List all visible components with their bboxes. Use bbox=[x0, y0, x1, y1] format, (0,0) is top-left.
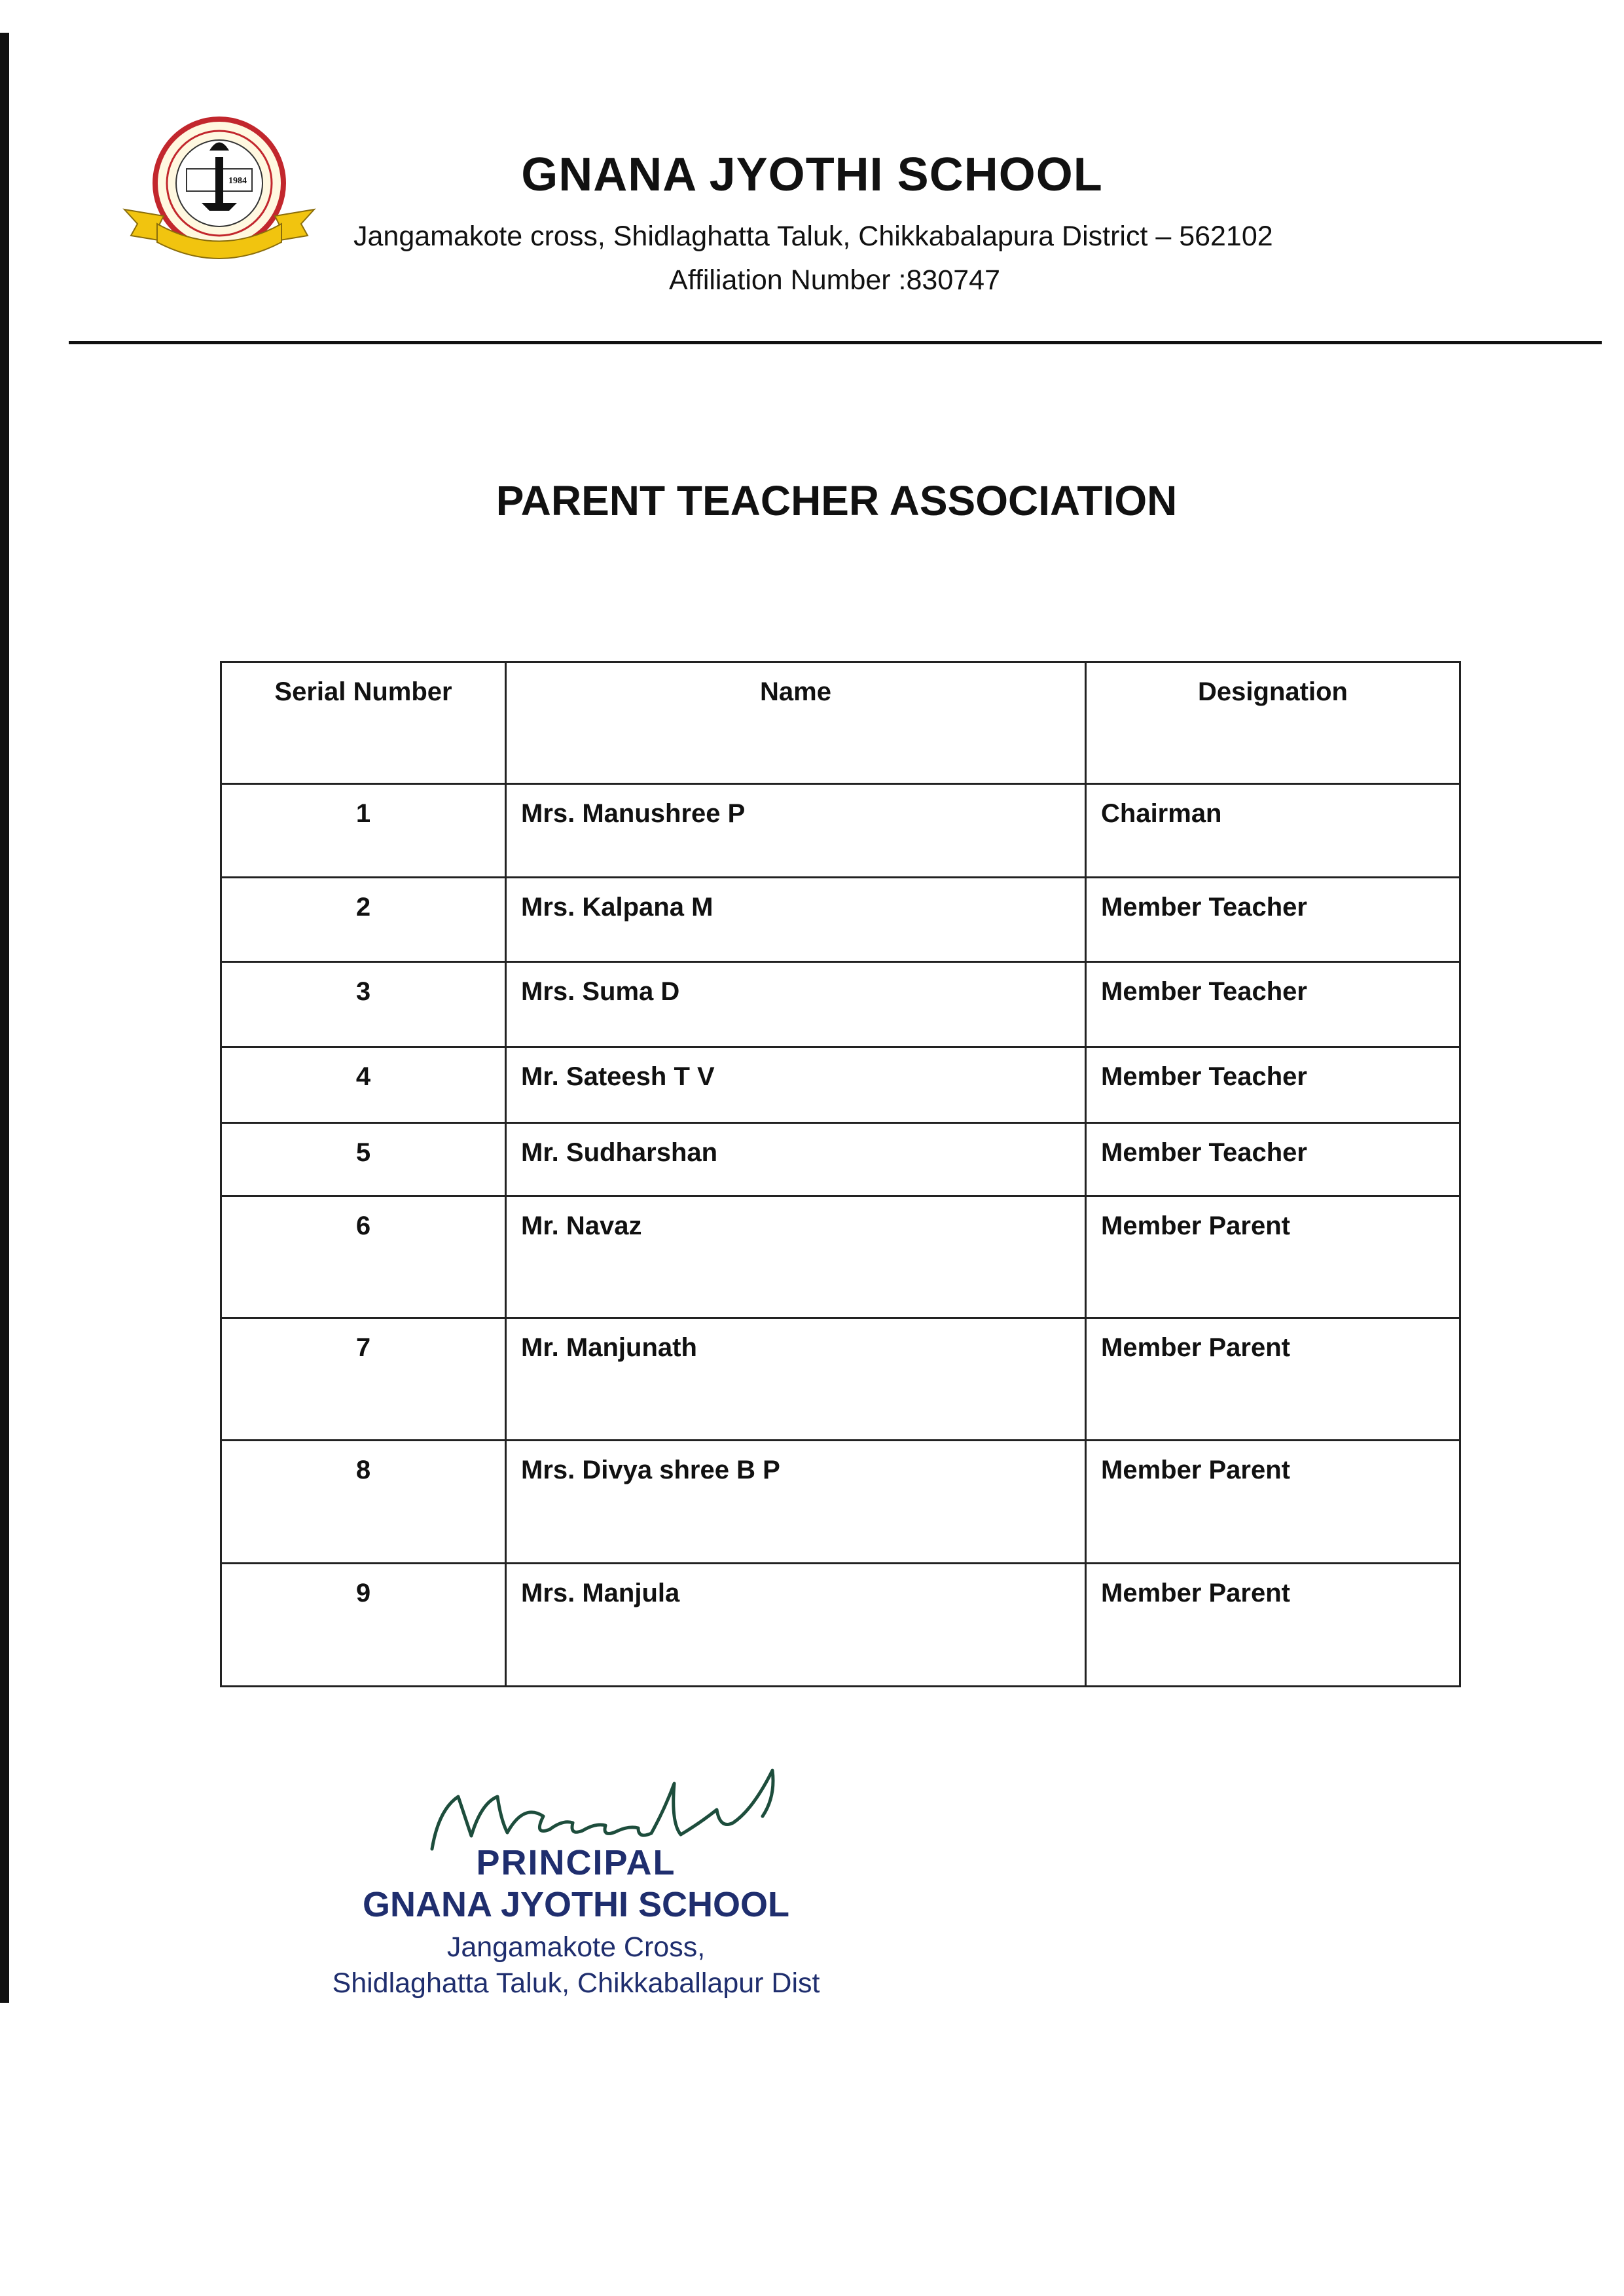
stamp-school-name: GNANA JYOTHI SCHOOL bbox=[362, 1885, 790, 1924]
table-row bbox=[221, 1123, 1460, 1196]
header-serial-number: Serial Number bbox=[221, 662, 506, 784]
designation-cell: Member Teacher bbox=[1086, 878, 1460, 962]
name-cell: Mrs. Kalpana M bbox=[506, 878, 1086, 962]
affiliation-number: Affiliation Number :830747 bbox=[669, 264, 1000, 296]
designation-cell: Member Teacher bbox=[1086, 962, 1460, 1047]
header-designation: Designation bbox=[1086, 662, 1460, 784]
name-cell: Mrs. Divya shree B P bbox=[506, 1441, 1086, 1564]
pta-members-table bbox=[220, 661, 1461, 1687]
principal-stamp bbox=[249, 1842, 903, 2000]
table-row bbox=[221, 784, 1460, 878]
name-cell: Mrs. Suma D bbox=[506, 962, 1086, 1047]
designation-cell: Member Teacher bbox=[1086, 1123, 1460, 1196]
serial-cell: 2 bbox=[221, 878, 506, 962]
document-title: PARENT TEACHER ASSOCIATION bbox=[496, 477, 1178, 524]
stamp-address-line2: Shidlaghatta Taluk, Chikkaballapur Dist bbox=[332, 1967, 820, 1999]
designation-cell: Member Parent bbox=[1086, 1441, 1460, 1564]
header-divider bbox=[69, 341, 1602, 344]
school-address: Jangamakote cross, Shidlaghatta Taluk, Chikkabalapura District – 562102 bbox=[353, 221, 1273, 252]
serial-cell: 3 bbox=[221, 962, 506, 1047]
table-row bbox=[221, 1564, 1460, 1687]
stamp-title: PRINCIPAL bbox=[476, 1843, 676, 1882]
serial-cell: 4 bbox=[221, 1047, 506, 1123]
name-cell: Mr. Manjunath bbox=[506, 1318, 1086, 1441]
designation-cell: Member Parent bbox=[1086, 1318, 1460, 1441]
name-cell: Mrs. Manushree P bbox=[506, 784, 1086, 878]
table-header-row bbox=[221, 662, 1460, 784]
serial-cell: 9 bbox=[221, 1564, 506, 1687]
name-cell: Mr. Sateesh T V bbox=[506, 1047, 1086, 1123]
stamp-address-line1: Jangamakote Cross, bbox=[446, 1931, 706, 1963]
header-name: Name bbox=[506, 662, 1086, 784]
logo-year: 1984 bbox=[228, 176, 247, 186]
table-row bbox=[221, 1318, 1460, 1441]
serial-cell: 8 bbox=[221, 1441, 506, 1564]
name-cell: Mrs. Manjula bbox=[506, 1564, 1086, 1687]
table-row bbox=[221, 1196, 1460, 1318]
name-cell: Mr. Navaz bbox=[506, 1196, 1086, 1318]
designation-cell: Member Teacher bbox=[1086, 1047, 1460, 1123]
designation-cell: Chairman bbox=[1086, 784, 1460, 878]
table-row bbox=[221, 878, 1460, 962]
serial-cell: 7 bbox=[221, 1318, 506, 1441]
serial-cell: 1 bbox=[221, 784, 506, 878]
serial-cell: 6 bbox=[221, 1196, 506, 1318]
table-row bbox=[221, 1047, 1460, 1123]
table-row bbox=[221, 1441, 1460, 1564]
school-name: GNANA JYOTHI SCHOOL bbox=[521, 149, 1103, 201]
serial-cell: 5 bbox=[221, 1123, 506, 1196]
scan-edge bbox=[0, 33, 9, 2003]
name-cell: Mr. Sudharshan bbox=[506, 1123, 1086, 1196]
designation-cell: Member Parent bbox=[1086, 1564, 1460, 1687]
designation-cell: Member Parent bbox=[1086, 1196, 1460, 1318]
table-row bbox=[221, 962, 1460, 1047]
